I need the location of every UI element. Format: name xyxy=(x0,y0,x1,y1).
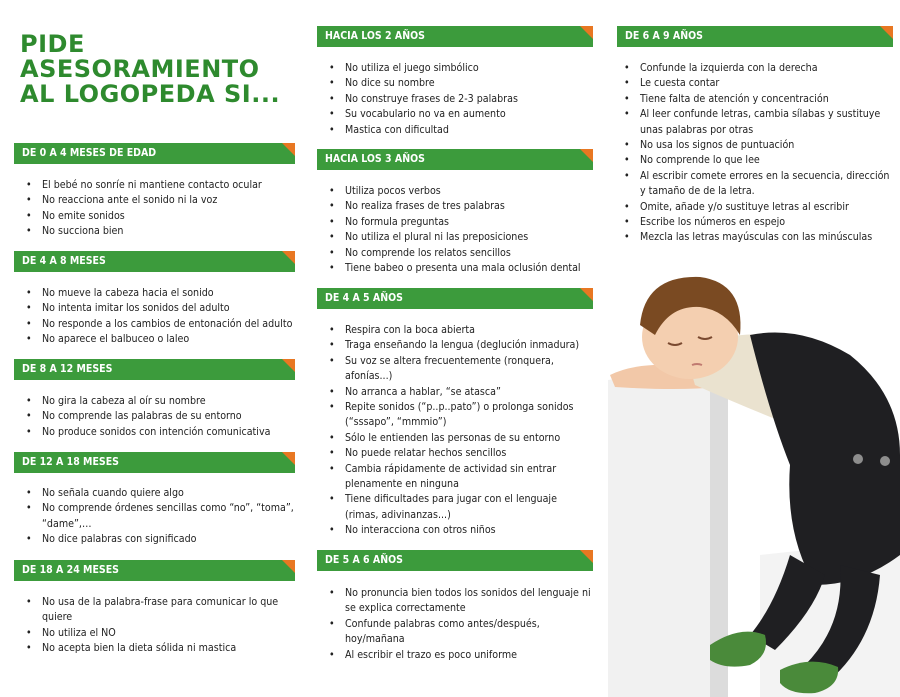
list-item: • No comprende los relatos sencillos xyxy=(325,246,593,261)
section-list-4-8-meses xyxy=(22,286,294,348)
list-item: • No señala cuando quiere algo xyxy=(22,486,294,501)
list-item: • Confunde palabras como antes/después, hoy/mañana xyxy=(325,617,593,648)
list-item: • Repite sonidos (“p..p..pato”) o prolonga sonidos (“sssapo”, “mmmio”) xyxy=(325,400,593,431)
list-item: • No interacciona con otros niños xyxy=(325,523,593,538)
list-item: • No gira la cabeza al oír su nombre xyxy=(22,394,294,409)
list-item: • Respira con la boca abierta xyxy=(325,323,593,338)
list-item: • Al escribir el trazo es poco uniforme xyxy=(325,648,593,663)
list-item: • No construye frases de 2-3 palabras xyxy=(325,92,593,107)
section-list-12-18-meses xyxy=(22,486,294,548)
list-item: • El bebé no sonríe ni mantiene contacto ocular xyxy=(22,178,294,193)
section-list-3-anos xyxy=(325,184,593,276)
section-list-8-12-meses xyxy=(22,394,294,440)
list-item: • No utiliza el NO xyxy=(22,626,294,641)
title-line: PIDE xyxy=(20,30,85,58)
list-item: • No intenta imitar los sonidos del adulto xyxy=(22,301,294,316)
list-item: • Mastica con dificultad xyxy=(325,123,593,138)
list-item: • Sólo le entienden las personas de su entorno xyxy=(325,431,593,446)
list-item: • No responde a los cambios de entonación del adulto xyxy=(22,317,294,332)
list-item: • No usa los signos de puntuación xyxy=(620,138,892,153)
list-item: • Omite, añade y/o sustituye letras al escribir xyxy=(620,200,892,215)
list-item: • Cambia rápidamente de actividad sin entrar plenamente en ninguna xyxy=(325,462,593,493)
list-item: • Su vocabulario no va en aumento xyxy=(325,107,593,122)
section-list-0-4-meses xyxy=(22,178,294,240)
list-item: • No aparece el balbuceo o laleo xyxy=(22,332,294,347)
list-item: • Tiene falta de atención y concentración xyxy=(620,92,892,107)
list-item: • Mezcla las letras mayúsculas con las minúsculas xyxy=(620,230,892,245)
section-heading-2-anos: HACIA LOS 2 AÑOS xyxy=(317,26,593,47)
list-item: • Tiene dificultades para jugar con el lenguaje (rimas, adivinanzas...) xyxy=(325,492,593,523)
list-item: • Le cuesta contar xyxy=(620,76,892,91)
section-heading-4-5-anos: DE 4 A 5 AÑOS xyxy=(317,288,593,309)
list-item: • No comprende las palabras de su entorno xyxy=(22,409,294,424)
section-list-2-anos xyxy=(325,61,593,138)
list-item: • No reacciona ante el sonido ni la voz xyxy=(22,193,294,208)
list-item: • Confunde la izquierda con la derecha xyxy=(620,61,892,76)
section-heading-0-4-meses: DE 0 A 4 MESES DE EDAD xyxy=(14,143,295,164)
list-item: • No emite sonidos xyxy=(22,209,294,224)
list-item: • No comprende órdenes sencillas como “no”, “toma”, “dame”,… xyxy=(22,501,294,532)
section-list-6-9-anos xyxy=(620,61,892,246)
list-item: • No formula preguntas xyxy=(325,215,593,230)
section-heading-6-9-anos: DE 6 A 9 AÑOS xyxy=(617,26,893,47)
list-item: • No usa de la palabra-frase para comunicar lo que quiere xyxy=(22,595,294,626)
list-item: • No dice su nombre xyxy=(325,76,593,91)
list-item: • Su voz se altera frecuentemente (ronquera, afonías...) xyxy=(325,354,593,385)
list-item: • No succiona bien xyxy=(22,224,294,239)
sleeping-child-photo xyxy=(600,255,900,697)
section-heading-8-12-meses: DE 8 A 12 MESES xyxy=(14,359,295,380)
section-heading-4-8-meses: DE 4 A 8 MESES xyxy=(14,251,295,272)
list-item: • No arranca a hablar, “se atasca” xyxy=(325,385,593,400)
list-item: • Al leer confunde letras, cambia sílabas y sustituye unas palabras por otras xyxy=(620,107,892,138)
list-item: • No comprende lo que lee xyxy=(620,153,892,168)
page-title xyxy=(20,32,300,107)
list-item: • Traga enseñando la lengua (deglución inmadura) xyxy=(325,338,593,353)
list-item: • Al escribir comete errores en la secuencia, dirección y tamaño de de la letra. xyxy=(620,169,892,200)
section-list-4-5-anos xyxy=(325,323,593,539)
list-item: • Tiene babeo o presenta una mala oclusión dental xyxy=(325,261,593,276)
list-item: • No pronuncia bien todos los sonidos del lenguaje ni se explica correctamente xyxy=(325,586,593,617)
list-item: • No acepta bien la dieta sólida ni mastica xyxy=(22,641,294,656)
list-item: • No produce sonidos con intención comunicativa xyxy=(22,425,294,440)
list-item: • No puede relatar hechos sencillos xyxy=(325,446,593,461)
section-heading-12-18-meses: DE 12 A 18 MESES xyxy=(14,452,295,473)
list-item: • No utiliza el juego simbólico xyxy=(325,61,593,76)
section-heading-18-24-meses: DE 18 A 24 MESES xyxy=(14,560,295,581)
list-item: • No realiza frases de tres palabras xyxy=(325,199,593,214)
title-line: AL LOGOPEDA SI... xyxy=(20,80,281,108)
list-item: • No mueve la cabeza hacia el sonido xyxy=(22,286,294,301)
section-list-18-24-meses xyxy=(22,595,294,657)
list-item: • Escribe los números en espejo xyxy=(620,215,892,230)
list-item: • No dice palabras con significado xyxy=(22,532,294,547)
title-line: ASESORAMIENTO xyxy=(20,55,260,83)
list-item: • Utiliza pocos verbos xyxy=(325,184,593,199)
section-heading-3-anos: HACIA LOS 3 AÑOS xyxy=(317,149,593,170)
section-list-5-6-anos xyxy=(325,586,593,663)
list-item: • No utiliza el plural ni las preposiciones xyxy=(325,230,593,245)
section-heading-5-6-anos: DE 5 A 6 AÑOS xyxy=(317,550,593,571)
